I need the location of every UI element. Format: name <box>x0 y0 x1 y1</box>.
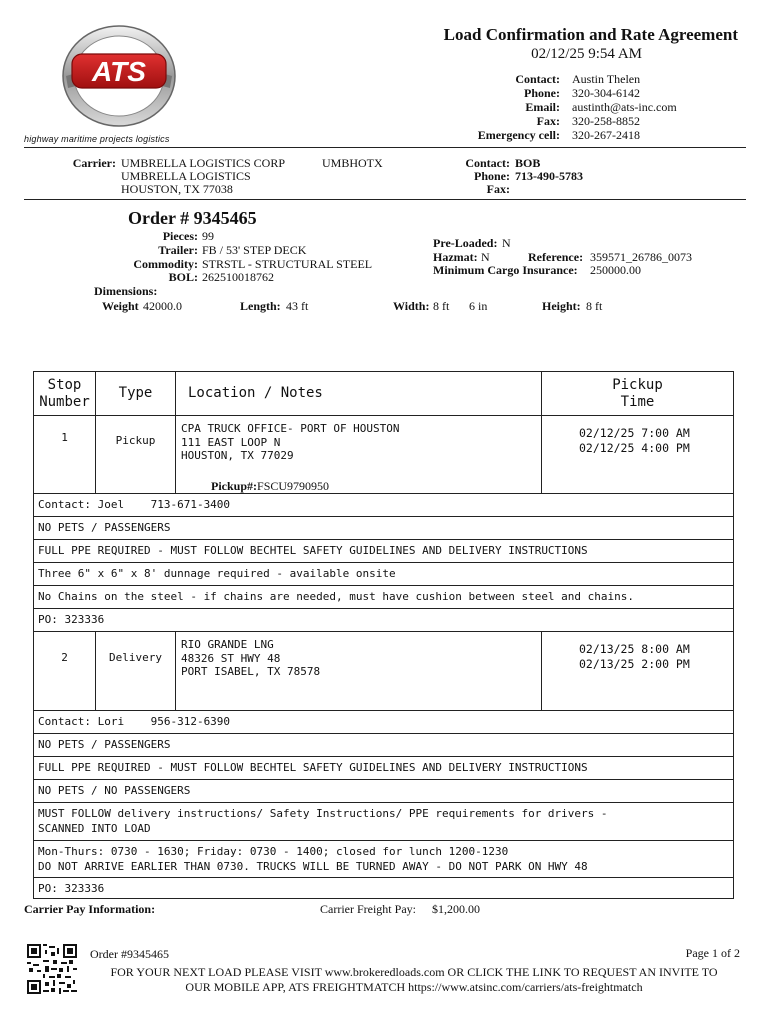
document-title: Load Confirmation and Rate Agreement <box>443 25 738 44</box>
length-value: 43 ft <box>286 299 309 313</box>
weight-value: 42000.0 <box>143 299 182 313</box>
carrier-pay-label: Carrier Pay Information: <box>24 902 156 916</box>
note-row: FULL PPE REQUIRED - MUST FOLLOW BECHTEL SAFETY GUIDELINES AND DELIVERY INSTRUCTIONS <box>33 756 734 780</box>
stop-location: RIO GRANDE LNG 48326 ST HWY 48 PORT ISABEL, TX 78578 <box>181 638 321 678</box>
svg-text:ATS: ATS <box>92 56 146 87</box>
note-row: No Chains on the steel - if chains are needed, must have cushion between steel and chains. <box>33 585 734 609</box>
footer-line-1[interactable]: FOR YOUR NEXT LOAD PLEASE VISIT www.brokeredloads.com OR CLICK THE LINK TO REQUEST AN INVITE TO <box>110 965 718 979</box>
tagline: highway maritime projects logistics <box>24 134 170 144</box>
carrier-phone-label: Phone: <box>474 169 510 183</box>
trailer-value: FB / 53' STEP DECK <box>202 243 307 257</box>
stop-number-cell <box>33 415 96 494</box>
order-title: Order # 9345465 <box>128 208 257 228</box>
note-row: PO: 323336 <box>33 877 734 899</box>
bol-label: BOL: <box>168 270 198 284</box>
stop-number-cell <box>33 631 96 711</box>
stop-number: 1 <box>61 431 68 444</box>
fax-value: 320-258-8852 <box>572 114 640 128</box>
divider <box>24 147 746 148</box>
weight-label: Weight <box>102 299 139 313</box>
preloaded-label: Pre-Loaded: <box>433 236 498 250</box>
phone-value: 320-304-6142 <box>572 86 640 100</box>
stop-time-cell <box>541 631 734 711</box>
pieces-value: 99 <box>202 229 214 243</box>
note-row: NO PETS / NO PASSENGERS <box>33 779 734 803</box>
note-row: NO PETS / PASSENGERS <box>33 516 734 540</box>
emergency-label: Emergency cell: <box>477 128 560 142</box>
pieces-label: Pieces: <box>162 229 198 243</box>
height-label: Height: <box>542 299 581 313</box>
carrier-fax-label: Fax: <box>486 182 510 196</box>
stop-location-cell <box>175 415 542 494</box>
stop-type-cell <box>95 415 176 494</box>
phone-label: Phone: <box>524 86 560 100</box>
email-label: Email: <box>525 100 560 114</box>
carrier-code: UMBHOTX <box>322 156 383 170</box>
freight-pay-value: $1,200.00 <box>432 902 480 916</box>
bol-value: 262510018762 <box>202 270 274 284</box>
qr-code[interactable] <box>27 944 77 994</box>
page-number: Page 1 of 2 <box>685 946 740 960</box>
stop-time-cell <box>541 415 734 494</box>
length-label: Length: <box>240 299 281 313</box>
carrier-city: HOUSTON, TX 77038 <box>121 182 233 196</box>
freight-pay-label: Carrier Freight Pay: <box>320 902 416 916</box>
document-datetime: 02/12/25 9:54 AM <box>531 46 642 62</box>
hazmat-value: N <box>481 250 490 264</box>
width-value: 8 ft <box>433 299 450 313</box>
reference-label: Reference: <box>528 250 584 264</box>
email-value[interactable]: austinth@ats-inc.com <box>572 100 677 114</box>
insurance-value: 250000.00 <box>590 263 641 277</box>
trailer-label: Trailer: <box>158 243 198 257</box>
col-header-time: Pickup Time <box>541 371 734 416</box>
note-row: NO PETS / PASSENGERS <box>33 733 734 757</box>
insurance-label: Minimum Cargo Insurance: <box>433 263 578 277</box>
note-row: Contact: Joel 713-671-3400 <box>33 493 734 517</box>
stop-time: 02/12/25 7:00 AM 02/12/25 4:00 PM <box>579 426 690 455</box>
height-value: 8 ft <box>586 299 603 313</box>
carrier-phone-value: 713-490-5783 <box>515 169 583 183</box>
stop-number: 2 <box>61 651 68 664</box>
col-header-stop: Stop Number <box>33 371 96 416</box>
footer-note <box>84 965 744 995</box>
hazmat-label: Hazmat: <box>433 250 478 264</box>
stop-time: 02/13/25 8:00 AM 02/13/25 2:00 PM <box>579 642 690 671</box>
col-header-type: Type <box>95 371 176 416</box>
carrier-contact-value: BOB <box>515 156 541 170</box>
note-row: Contact: Lori 956-312-6390 <box>33 710 734 734</box>
divider <box>24 199 746 200</box>
stop-location: CPA TRUCK OFFICE- PORT OF HOUSTON 111 EAST LOOP N HOUSTON, TX 77029 <box>181 422 400 462</box>
note-row: MUST FOLLOW delivery instructions/ Safety Instructions/ PPE requirements for drivers - SCANNED INTO LOAD <box>33 802 734 841</box>
note-row: PO: 323336 <box>33 608 734 632</box>
stop-location-cell <box>175 631 542 711</box>
logo-mark <box>60 24 178 128</box>
qr-code-image <box>27 944 77 994</box>
stop-type: Delivery <box>109 651 162 664</box>
commodity-value: STRSTL - STRUCTURAL STEEL <box>202 257 373 271</box>
footer-order: Order #9345465 <box>90 947 169 961</box>
emergency-value: 320-267-2418 <box>572 128 640 142</box>
preloaded-value: N <box>502 236 511 250</box>
reference-value: 359571_26786_0073 <box>590 250 692 264</box>
note-row: Mon-Thurs: 0730 - 1630; Friday: 0730 - 1400; closed for lunch 1200-1230 DO NOT ARRIVE EARLIER THAN 0730. TRUCKS WILL BE TURNED AWAY - DO NOT PARK ON HWY 48 <box>33 840 734 878</box>
stop-type-cell <box>95 631 176 711</box>
carrier-contact-label: Contact: <box>465 156 510 170</box>
ats-logo <box>60 24 178 128</box>
footer-line-2[interactable]: OUR MOBILE APP, ATS FREIGHTMATCH https://www.atsinc.com/carriers/ats-freightmatch <box>185 980 643 994</box>
dimensions-label: Dimensions: <box>94 284 158 298</box>
width-label: Width: <box>393 299 430 313</box>
carrier-name: UMBRELLA LOGISTICS CORP <box>121 156 286 170</box>
width-inches: 6 in <box>469 299 488 313</box>
note-row: FULL PPE REQUIRED - MUST FOLLOW BECHTEL SAFETY GUIDELINES AND DELIVERY INSTRUCTIONS <box>33 539 734 563</box>
contact-label: Contact: <box>515 72 560 86</box>
note-row: Three 6" x 6" x 8' dunnage required - available onsite <box>33 562 734 586</box>
contact-value: Austin Thelen <box>572 72 641 86</box>
commodity-label: Commodity: <box>133 257 198 271</box>
stop-type: Pickup <box>115 434 156 447</box>
carrier-name-2: UMBRELLA LOGISTICS <box>121 169 251 183</box>
carrier-label: Carrier: <box>72 156 116 170</box>
col-header-location: Location / Notes <box>175 371 542 416</box>
fax-label: Fax: <box>536 114 560 128</box>
pickup-number: Pickup#:FSCU9790950 <box>211 479 330 493</box>
